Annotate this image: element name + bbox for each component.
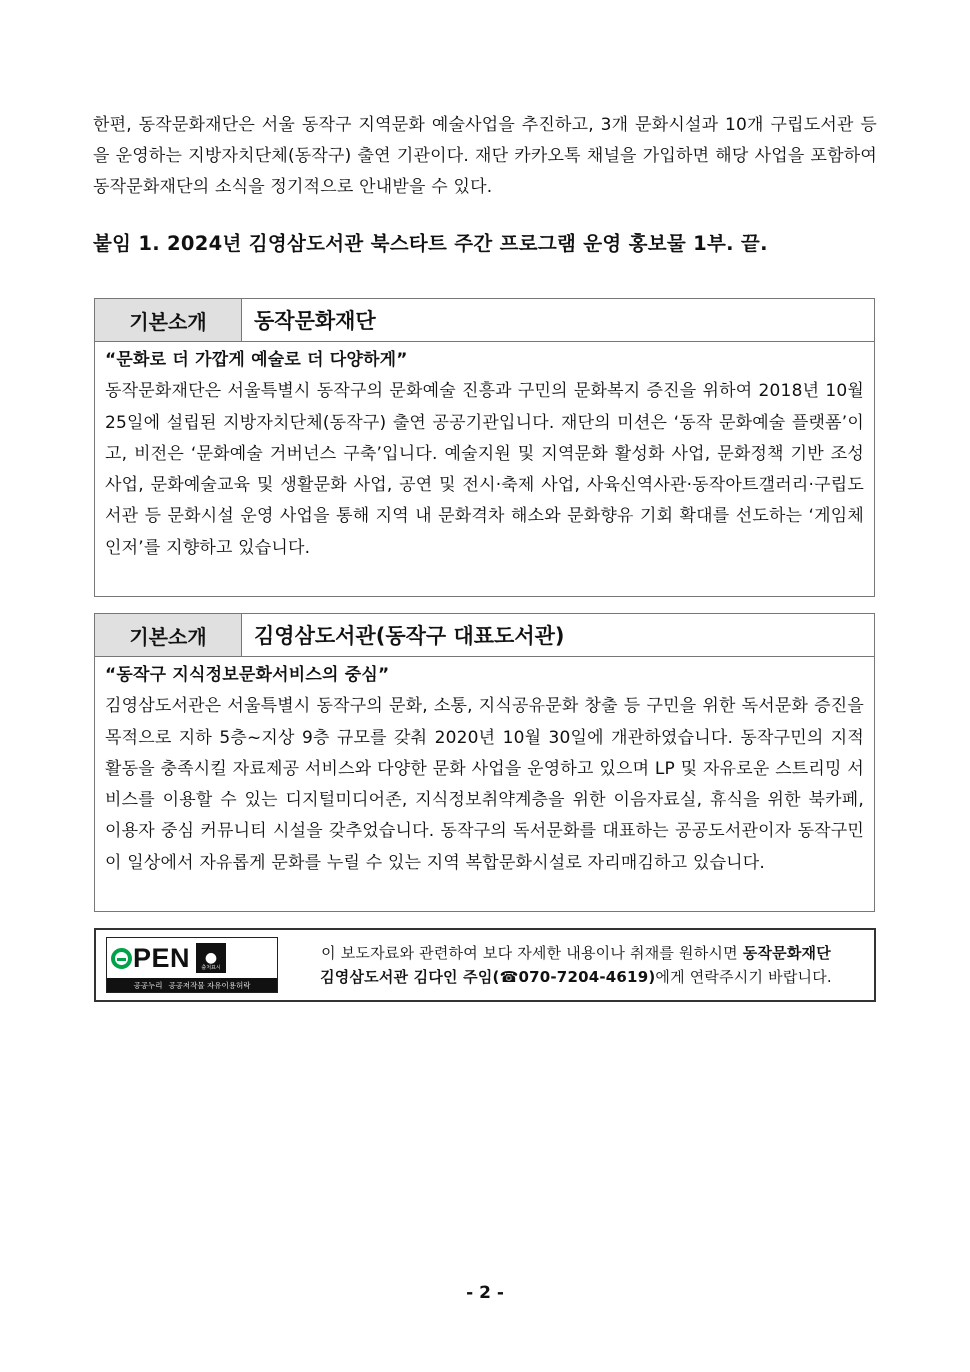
box-tag: 기본소개 bbox=[95, 299, 242, 341]
contact-person: 김영삼도서관 김다인 주임(☎070-7204-4619) bbox=[320, 968, 656, 986]
box-title: 동작문화재단 bbox=[254, 309, 376, 333]
license-terms: 공공저작물 자유이용허락 bbox=[168, 980, 251, 990]
box-header bbox=[95, 299, 874, 342]
box-body bbox=[95, 657, 874, 883]
attribution-person-icon: ● 출처표시 bbox=[196, 943, 226, 973]
box-description: 김영삼도서관은 서울특별시 동작구의 문화, 소통, 지식공유문화 창출 등 구민을 위한 독서문화 증진을 목적으로 지하 5층~지상 9층 규모를 갖춰 2020년 10월 30일에 개관하였습니다. 동작구민의 지적 활동을 충족시킬 자료제공 서비스와 다양한 문화 사업을 운영하고 있으며 LP 및 자유로운 스트리밍 서비스를 이용할 수 있는 디지털미디어존, 지식정보취약계층을 위한 이음자료실, 휴식을 위한 북카페, 이용자 중심 커뮤니티 시설을 갖추었습니다. 동작구의 독서문화를 대표하는 공공도서관이자 동작구민이 일상에서 자유롭게 문화를 누릴 수 있는 지역 복합문화시설로 자리매김하고 있습니다. bbox=[105, 696, 864, 873]
attribution-label: 출처표시 bbox=[201, 965, 221, 971]
intro-paragraph: 한편, 동작문화재단은 서울 동작구 지역문화 예술사업을 추진하고, 3개 문화시설과 10개 구립도서관 등을 운영하는 지방자치단체(동작구) 출연 기관이다. 재단 카카오톡 채널을 가입하면 해당 사업을 포함하여 동작문화재단의 소식을 정기적으로 안내받을 수 있다. bbox=[93, 115, 877, 197]
contact-line-1-prefix: 이 보도자료와 관련하여 보다 자세한 내용이나 취재를 원하시면 bbox=[321, 944, 743, 962]
page-number: - 2 - bbox=[466, 1283, 504, 1303]
contact-line-2-suffix: 에게 연락주시기 바랍니다. bbox=[655, 968, 832, 986]
box-body bbox=[95, 342, 874, 568]
open-logo-icon bbox=[111, 942, 191, 973]
box-slogan: “동작구 지식정보문화서비스의 중심” bbox=[105, 665, 390, 685]
contact-line-1 bbox=[278, 941, 874, 965]
library-intro-box bbox=[94, 613, 875, 912]
box-tag: 기본소개 bbox=[95, 614, 242, 656]
box-description: 동작문화재단은 서울특별시 동작구의 문화예술 진흥과 구민의 문화복지 증진을 위하여 2018년 10월 25일에 설립된 지방자치단체(동작구) 출연 공공기관입니다. 재단의 미션은 ‘동작 문화예술 플랫폼’이고, 비전은 ‘문화예술 거버넌스 구축’입니다. 예술지원 및 지역문화 활성화 사업, 문화정책 기반 조성사업, 문화예술교육 및 생활문화 사업, 공연 및 전시·축제 사업, 사육신역사관·동작아트갤러리·구립도서관 등 문화시설 운영 사업을 통해 지역 내 문화격차 해소와 문화향유 기회 확대를 선도하는 ‘게임체인저’를 지향하고 있습니다. bbox=[105, 381, 864, 558]
license-brand: 공공누리 bbox=[133, 980, 163, 990]
box-slogan: “문화로 더 가깝게 예술로 더 다양하게” bbox=[105, 350, 408, 370]
contact-box bbox=[94, 928, 876, 1002]
contact-org: 동작문화재단 bbox=[742, 944, 831, 962]
contact-text bbox=[278, 941, 874, 989]
open-logo-text: PEN bbox=[133, 942, 191, 973]
box-header bbox=[95, 614, 874, 657]
kogl-open-type1-icon bbox=[106, 937, 278, 993]
attachment-line: 붙임 1. 2024년 김영삼도서관 북스타트 주간 프로그램 운영 홍보물 1부. 끝. bbox=[93, 232, 768, 255]
box-title: 김영삼도서관(동작구 대표도서관) bbox=[254, 624, 565, 648]
foundation-intro-box bbox=[94, 298, 875, 597]
license-caption bbox=[107, 978, 277, 992]
contact-line-2 bbox=[278, 965, 874, 989]
open-o-mark bbox=[111, 948, 132, 969]
